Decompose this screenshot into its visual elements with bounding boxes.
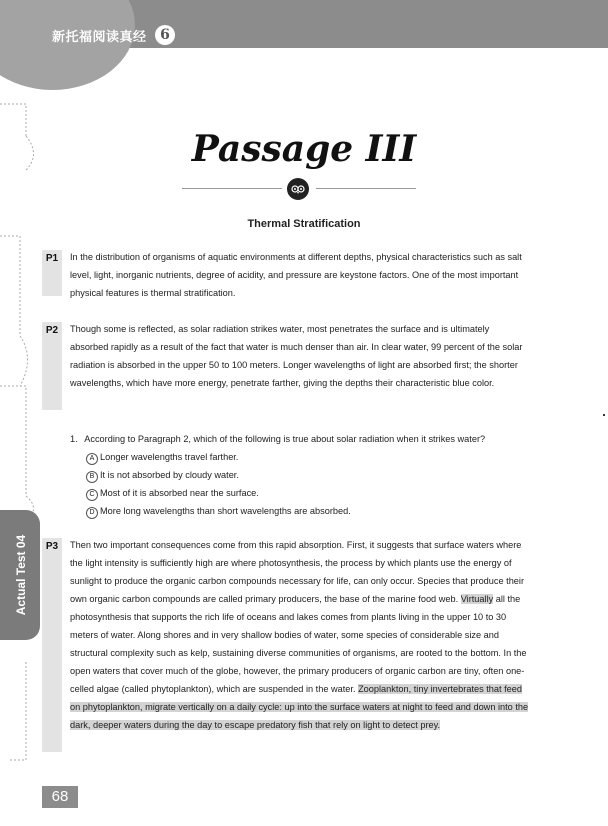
option-text: It is not absorbed by cloudy water. [100, 470, 239, 480]
question-number: 1. [70, 434, 78, 444]
option-text: Longer wavelengths travel farther. [100, 452, 239, 462]
paragraph-p2: Though some is reflected, as solar radiation strikes water, most penetrates the surface and is ultimately absorbed rapidly as a result of the fact that water is much denser than air. In clear water, 99 percent of the solar radiation is absorbed in the upper 50 to 100 meters. Longer wavelengths of light are absorbed first; the shorter wavelengths, which have more energy, penetrate farther, giving the depths their characteristic blue color. [70, 324, 523, 388]
question-stem: According to Paragraph 2, which of the following is true about solar radiation when it strikes water? [84, 434, 486, 444]
option-c[interactable] [70, 484, 530, 502]
book-number-badge: 6 [155, 25, 175, 45]
option-a[interactable] [70, 448, 530, 466]
edge-mark [603, 414, 605, 416]
paragraph-label-p1: P1 [42, 250, 62, 296]
option-letter: A [86, 453, 98, 465]
option-d[interactable] [70, 502, 530, 520]
question-block [70, 430, 530, 520]
passage-subtitle: Thermal Stratification [247, 218, 361, 230]
owl-icon [287, 178, 309, 200]
option-letter: C [86, 489, 98, 501]
option-b[interactable] [70, 466, 530, 484]
p3-text-a: Then two important consequences come from this rapid absorption. First, it suggests that surface waters where the light intensity is sufficiently high are where photosynthesis, the process by which plants use the energy of sunlight to produce the organic carbon compounds necessary for life, can only occur. Species that produce their own organic carbon compounds are called primary producers, the base of the marine food web. [70, 540, 525, 604]
option-text: Most of it is absorbed near the surface. [100, 488, 259, 498]
dotted-border-decoration [0, 100, 36, 770]
question-stem-line [70, 430, 530, 448]
p3-text-b: all the photosynthesis that supports the rich life of oceans and lakes comes from plants living in the upper 10 to 30 meters of water. Along shores and in very shallow bodies of water, some species of considerable size and structural complexity such as kelp, sustaining diverse communities of organisms, are rooted to the bottom. In the open waters that cover much of the globe, however, the primary producers of organic carbon are tiny, often one-celled algae (called phytoplankton), which are suspended in the water. [70, 594, 527, 694]
book-title: 新托福阅读真经 [52, 29, 147, 44]
paragraph-p1: In the distribution of organisms of aquatic environments at different depths, physical characteristics such as salt level, light, inorganic nutrients, degree of acidity, and pressure are keystone factors. One of the most important physical features is thermal stratification. [70, 252, 522, 298]
title-rule-right [316, 188, 416, 189]
option-letter: D [86, 507, 98, 519]
option-letter: B [86, 471, 98, 483]
highlighted-sentence: Zooplankton, tiny invertebrates that feed on phytoplankton, migrate vertically on a daily cycle: up into the surface waters at night to feed and down into the dark, deeper waters during the day to escape predatory fish that rely on light to detect prey. [70, 684, 529, 730]
side-tab-label: Actual Test 04 [14, 534, 28, 616]
paragraph-label-p3: P3 [42, 538, 62, 752]
passage-title: Passage III [191, 128, 417, 170]
highlighted-word: Virtually [460, 594, 494, 604]
page-number: 68 [42, 786, 78, 808]
paragraph-label-p2: P2 [42, 322, 62, 410]
title-rule-left [182, 188, 282, 189]
paragraph-p3 [70, 536, 530, 734]
option-text: More long wavelengths than short wavelengths are absorbed. [100, 506, 351, 516]
header-decoration [0, 0, 135, 90]
